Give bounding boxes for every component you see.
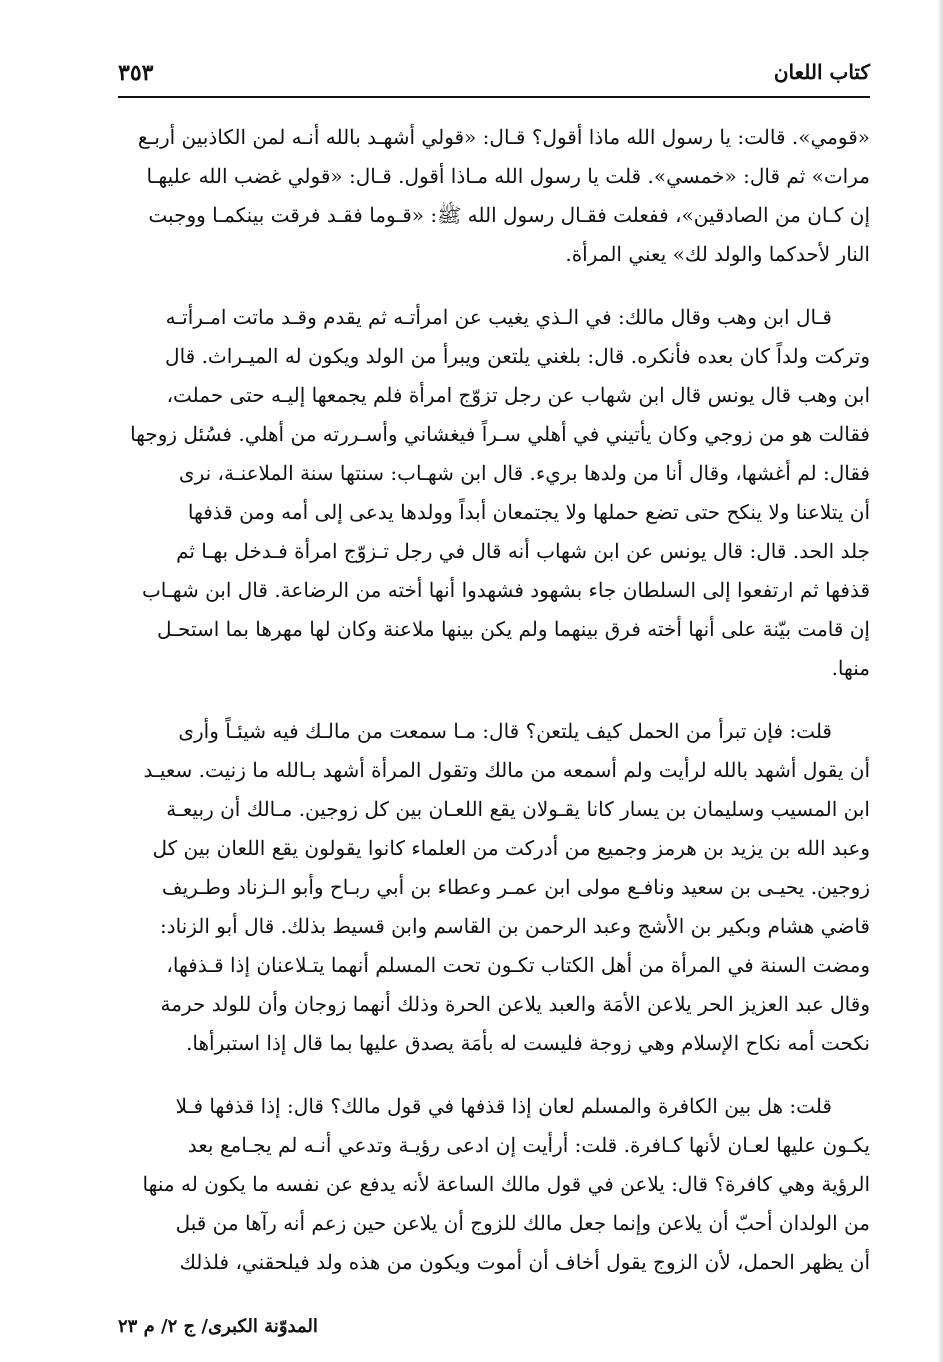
volume-signature: المدوّنة الكبرى/ ج ٢/ م ٢٣	[118, 1316, 318, 1337]
text-line: إن قامت بيّنة على أنها أخته فرق بينهما ولم يكن بينها ملاعنة وكان لها مهرها بما استحـل	[157, 617, 870, 641]
text-line: قاضي هشام وبكير بن الأشج وعبد الرحمن بن القاسم وابن قسيط بذلك. قال أبو الزناد:	[159, 914, 870, 938]
text-line: إن كـان من الصادقين»، ففعلت فقـال رسول الله ﷺ: «قـوما فقـد فرقت بينكمـا ووجبت	[148, 203, 870, 227]
text-line: يكـون عليها لعـان لأنها كـافرة. قلت: أرأيت إن ادعى رؤيـة وتدعي أنـه لم يجـامع بعد	[187, 1133, 870, 1157]
page-edge-shadow	[937, 0, 943, 1362]
text-line: منها.	[831, 656, 870, 680]
text-line: جلد الحد. قال: قال يونس عن ابن شهاب أنه قال في رجل تـزوّج امرأة فـدخل بهـا ثم	[176, 539, 870, 563]
text-line: وتركت ولداً كان بعده فأنكره. قال: بلغني يلتعن ويبرأ من الولد ويكون له الميـراث. قال	[165, 344, 870, 368]
text-line: من الولدان أحبّ أن يلاعن وإنما جعل مالك للزوج أن يلاعن حين زعم أنه رآها من قبل	[175, 1211, 870, 1235]
running-header	[118, 58, 870, 94]
text-line: «قومي». قالت: يا رسول الله ماذا أقول؟ قـال: «قولي أشهـد بالله أنـه لمن الكاذبين أربـع	[137, 125, 870, 149]
text-line: فقال: لم أغشها، وقال أنا من ولدها بريء. قال ابن شهـاب: سنتها سنة الملاعنـة، نرى	[178, 461, 870, 485]
paragraph	[118, 298, 870, 688]
text-line: ومضت السنة في المرأة من أهل الكتاب تكـون تحت المسلم أنهما يتـلاعنان إذا قـذفها،	[166, 953, 870, 977]
text-line: وقال عبد العزيز الحر يلاعن الأمَة والعبد يلاعن الحرة وذلك أنهما زوجان وأن للولد حرمة	[160, 992, 870, 1016]
text-line: زوجين. يحيـى بن سعيد ونافـع مولى ابن عمـر وعطاء بن أبي ربـاح وأبو الـزناد وطـريف	[161, 875, 870, 899]
text-line: فقالت هو من زوجي وكان يأتيني في أهلي سـراً فيغشاني وأسـررته من أهلي. فسُئل زوجها	[130, 422, 870, 446]
text-line: قلت: هل بين الكافرة والمسلم لعان إذا قذفها في قول مالك؟ قال: إذا قذفها فـلا	[175, 1094, 832, 1118]
header-rule	[118, 96, 870, 98]
text-line: ابن وهب قال يونس قال ابن شهاب عن رجل تزوّج امرأة فلم يجمعها إليـه حتى حملت،	[166, 383, 870, 407]
text-line: أن يقول أشهد بالله لرأيت ولم أسمعه من مالك وتقول المرأة أشهد بـالله ما زنيت. سعيـد	[143, 758, 870, 782]
text-line: قـال ابن وهب وقال مالك: في الـذي يغيب عن امرأتـه ثم يقدم وقـد ماتت امـرأتـه	[165, 305, 832, 329]
text-line: قلت: فإن تبرأ من الحمل كيف يلتعن؟ قال: مـا سمعت من مالـك فيه شيئـاً وأرى	[178, 719, 832, 743]
text-line: قذفها ثم ارتفعوا إلى السلطان جاء بشهود فشهدوا أنها أخته من الرضاعة. قال ابن شهـاب	[141, 578, 870, 602]
text-line: أن يظهر الحمل، لأن الزوج يقول أخاف أن أموت ويكون من هذه ولد فيلحقني، فلذلك	[179, 1250, 870, 1274]
text-line: الرؤية وهي كافرة؟ قال: يلاعن في قول مالك الساعة لأنه يدفع عن نفسه ما يكون له منها	[142, 1172, 870, 1196]
text-line: مرات» ثم قال: «خمسي». قلت يا رسول الله مـاذا أقول. قـال: «قولي غضب الله عليهـا	[146, 164, 870, 188]
page-footer	[118, 1316, 870, 1346]
text-line: نكحت أمه نكاح الإسلام وهي زوجة فليست له بأمَة يصدق عليها بما قال إذا استبرأها.	[186, 1031, 870, 1055]
text-line: النار لأحدكما والولد لك» يعني المرأة.	[565, 242, 870, 266]
page-number: ٣٥٣	[118, 60, 154, 86]
text-line: أن يتلاعنا ولا ينكح حتى تضع حملها ولا يجتمعان أبداً وولدها يدعى إلى أمه ومن قذفها	[187, 500, 870, 524]
text-line: وعبد الله بن يزيد بن هرمز وجميع من أدركت من العلماء كانوا يقولون يقع اللعان بين كل	[152, 836, 870, 860]
paragraph	[118, 712, 870, 1063]
paragraph	[118, 118, 870, 274]
chapter-title: كتاب اللعان	[773, 60, 870, 84]
body-text	[118, 118, 870, 1306]
paragraph	[118, 1087, 870, 1282]
text-line: ابن المسيب وسليمان بن يسار كانا يقـولان يقع اللعـان بين كل زوجين. مـالك أن ربيعـة	[166, 797, 870, 821]
